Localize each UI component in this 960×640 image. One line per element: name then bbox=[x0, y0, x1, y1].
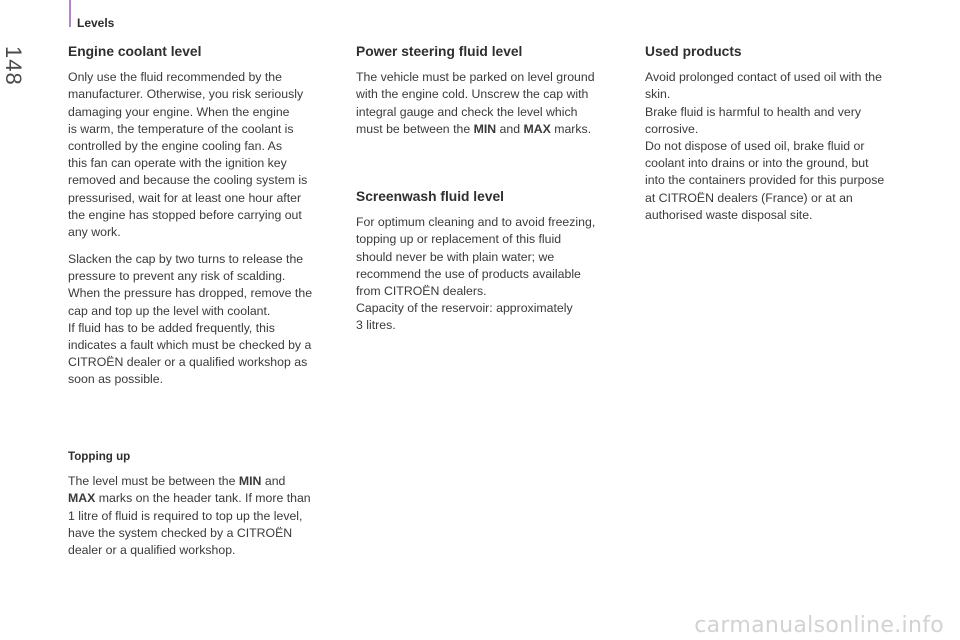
topping-up-block bbox=[68, 448, 348, 559]
engine-coolant-heading: Engine coolant level bbox=[68, 44, 202, 59]
max-mark: MAX bbox=[523, 121, 551, 136]
used-products-heading: Used products bbox=[645, 44, 742, 59]
engine-coolant-warning-text: Only use the fluid recommended by the manufacturer. Otherwise, you risk seriously damaging your engine. When the engine is warm, the temperature of the coolant is controlled by the engine cooling fan. As this fan can operate with the ignition key removed and because the cooling system is pressurised, wait for at least one hour after the engine has stopped before carrying out any work. bbox=[68, 70, 308, 240]
engine-coolant-block bbox=[68, 43, 348, 241]
section-accent-bar bbox=[69, 0, 71, 27]
topping-up-text: The level must be between the MIN and MAX marks on the header tank. If more than 1 litre of fluid is required to top up the level, have the system checked by a CITROËN dealer or a qualified workshop. bbox=[68, 474, 311, 558]
power-steering-heading: Power steering fluid level bbox=[356, 44, 523, 59]
section-title: Levels bbox=[77, 16, 115, 30]
topping-up-heading: Topping up bbox=[68, 450, 131, 463]
page-number: 148 bbox=[1, 46, 26, 86]
screenwash-text: For optimum cleaning and to avoid freezing, topping up or replacement of this fluid should never be with plain water; we recommend the use of products available from CITROËN dealers. Capacity of the reservoir: approximately 3 litres. bbox=[356, 215, 596, 333]
used-products-text: Avoid prolonged contact of used oil with the skin. Brake fluid is harmful to health and very corrosive. Do not dispose of used oil, brake fluid or coolant into drains or into the ground, but into the containers provided for this purpose at CITROËN dealers (France) or at an authorised waste disposal site. bbox=[645, 70, 885, 222]
max-mark: MAX bbox=[68, 491, 96, 506]
screenwash-heading: Screenwash fluid level bbox=[356, 189, 504, 204]
used-products-block bbox=[645, 43, 925, 224]
cap-instructions-block bbox=[68, 251, 348, 389]
min-mark: MIN bbox=[238, 474, 262, 489]
min-mark: MIN bbox=[473, 121, 497, 136]
power-steering-block bbox=[356, 43, 636, 138]
screenwash-block bbox=[356, 188, 636, 335]
watermark-text: carmanualsonline.info bbox=[694, 613, 944, 638]
cap-instructions-text: Slacken the cap by two turns to release the pressure to prevent any risk of scalding. When the pressure has dropped, remove the cap and top up the level with coolant. If fluid has to be added frequently, this indicates a fault which must be checked by a CITROËN dealer or a qualified workshop as soon as possible. bbox=[68, 252, 313, 387]
power-steering-text: The vehicle must be parked on level ground with the engine cold. Unscrew the cap with integral gauge and check the level which must be between the MIN and MAX marks. bbox=[356, 70, 595, 136]
